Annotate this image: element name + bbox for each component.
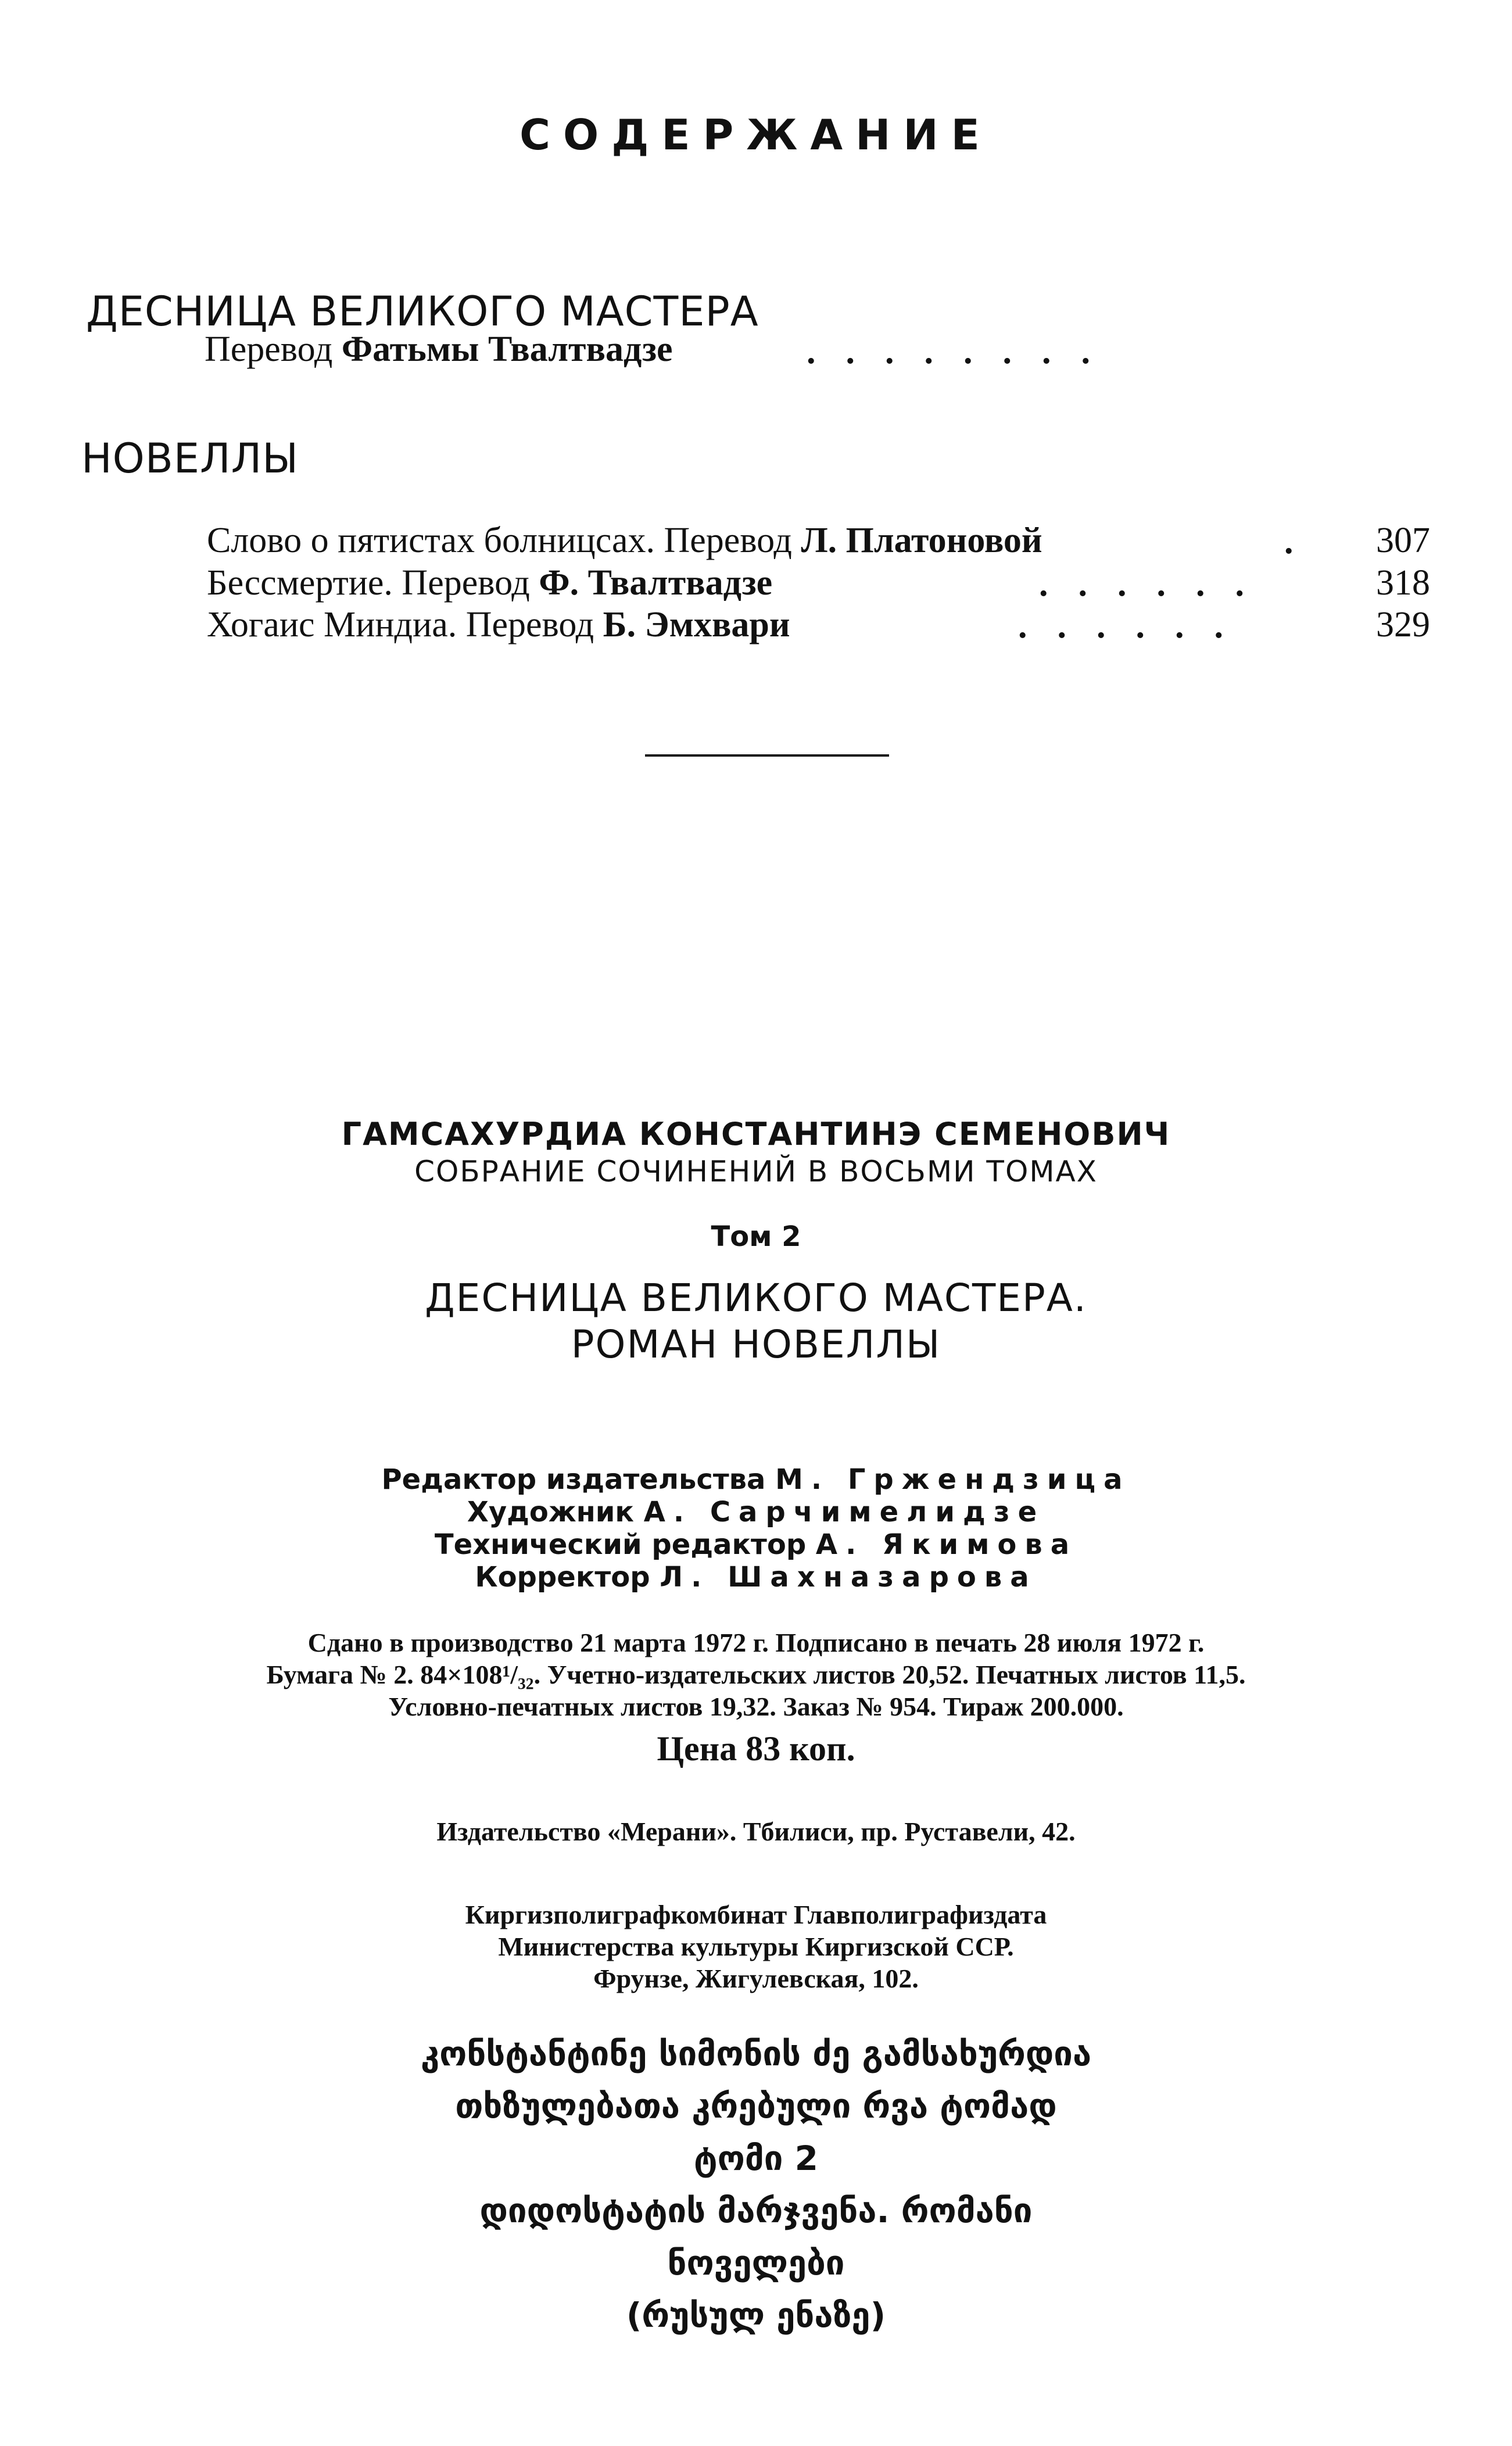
printer-line: Фрунзе, Жигулевская, 102. <box>593 1964 919 1993</box>
toc-entry <box>207 563 772 604</box>
georgian-line: (რუსულ ენაზე) <box>626 2295 886 2335</box>
leader-dots: ...... <box>1039 564 1274 604</box>
imprint-volume: Том 2 <box>711 1220 801 1253</box>
contents-heading: СОДЕРЖАНИЕ <box>519 110 993 159</box>
section-translator-line <box>205 329 673 370</box>
toc-entry <box>207 520 1042 561</box>
production-line: Условно-печатных листов 19,32. Заказ № 954. Тираж 200.000. <box>388 1692 1124 1721</box>
credit-name: М. Гржендзица <box>775 1463 1131 1496</box>
toc-entry <box>207 604 790 646</box>
georgian-line: ნოველები <box>667 2243 845 2283</box>
credit-role: Художник <box>467 1496 634 1528</box>
credit-line <box>0 1496 1512 1528</box>
imprint-collection: СОБРАНИЕ СОЧИНЕНИЙ В ВОСЬМИ ТОМАХ <box>414 1155 1098 1188</box>
credit-name: А. Сарчимелидзе <box>643 1496 1045 1528</box>
georgian-line: თხზულებათა კრებული რვა ტომად <box>455 2086 1057 2126</box>
leader-dots: ...... <box>1018 606 1253 646</box>
leader-dots: ........ <box>807 332 1120 371</box>
georgian-line: კონსტანტინე სიმონის ძე გამსახურდია <box>420 2034 1092 2073</box>
separator-rule <box>645 754 889 757</box>
toc-entry-title: Бессмертие. Перевод <box>207 563 530 603</box>
printer-line: Министерства культуры Киргизской ССР. <box>498 1932 1014 1961</box>
toc-page-number: 307 <box>1376 521 1430 560</box>
printer-line: Киргизполиграфкомбинат Главполиграфиздата <box>465 1900 1047 1929</box>
credit-line <box>0 1528 1512 1561</box>
translator-name: Фатьмы Твалтвадзе <box>341 330 673 369</box>
translator-prefix: Перевод <box>205 330 333 369</box>
imprint-title: ДЕСНИЦА ВЕЛИКОГО МАСТЕРА. <box>425 1276 1087 1320</box>
georgian-line: დიდოსტატის მარჯვენა. რომანი <box>479 2191 1033 2230</box>
toc-page-number: 329 <box>1376 605 1430 644</box>
toc-entry-title: Хогаис Миндиа. Перевод <box>207 605 594 644</box>
price: Цена 83 коп. <box>657 1729 855 1768</box>
credit-role: Редактор издательства <box>381 1463 766 1496</box>
credit-role: Корректор <box>475 1561 650 1593</box>
leader-dots: . <box>1284 522 1324 561</box>
toc-entry-title: Слово о пятистах болницсах. Перевод <box>207 521 792 560</box>
credit-name: А. Якимова <box>815 1528 1078 1561</box>
production-line: Бумага № 2. 84×108¹/₃₂. Учетно-издательских листов 20,52. Печатных листов 11,5. <box>266 1660 1246 1689</box>
section-title: НОВЕЛЛЫ <box>81 435 299 482</box>
imprint-author: ГАМСАХУРДИА КОНСТАНТИНЭ СЕМЕНОВИЧ <box>341 1116 1171 1152</box>
toc-entry-translator: Л. Платоновой <box>801 521 1042 560</box>
toc-entry-translator: Б. Эмхвари <box>603 605 790 644</box>
credit-name: Л. Шахназарова <box>660 1561 1037 1593</box>
publisher: Издательство «Мерани». Тбилиси, пр. Руставели, 42. <box>436 1817 1076 1846</box>
imprint-title: РОМАН НОВЕЛЛЫ <box>571 1322 941 1367</box>
credit-line <box>0 1561 1512 1593</box>
toc-page-number: 318 <box>1376 563 1430 603</box>
section-title: ДЕСНИЦА ВЕЛИКОГО МАСТЕРА <box>86 288 759 335</box>
toc-entry-translator: Ф. Твалтвадзе <box>539 563 773 603</box>
production-line: Сдано в производство 21 марта 1972 г. Подписано в печать 28 июля 1972 г. <box>307 1628 1205 1657</box>
credit-line <box>0 1463 1512 1496</box>
credit-role: Технический редактор <box>434 1528 807 1561</box>
georgian-line: ტომი 2 <box>693 2139 819 2178</box>
